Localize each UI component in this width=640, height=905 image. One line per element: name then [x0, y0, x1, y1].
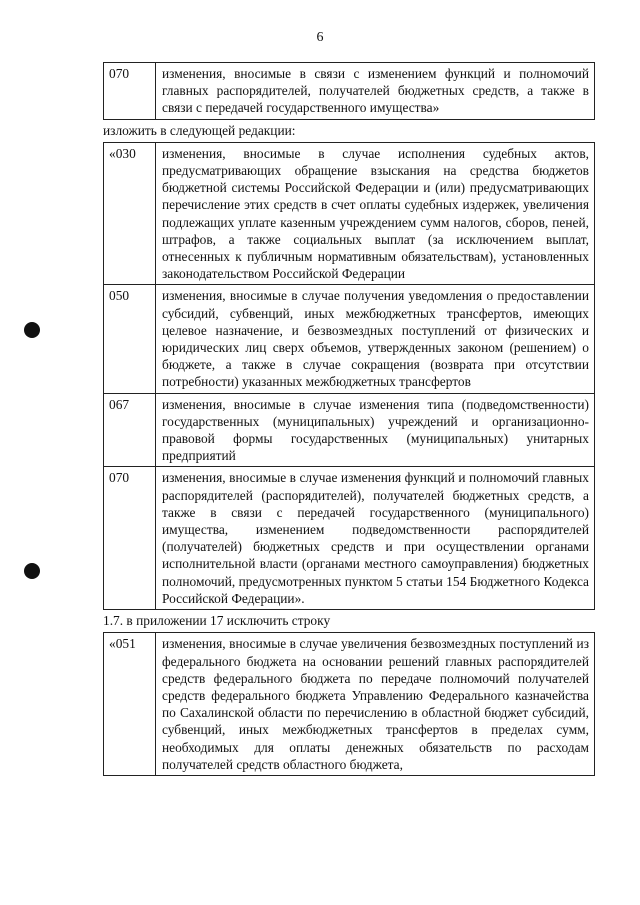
row-text: изменения, вносимые в случае получения уведомления о предоставлении субсидий, субвенций, иных межбюджетных трансфертов, имеющих целевое назначение, и безвозмездных поступлений от физических и юридических лиц сверх объемов, утвержденных законом (решением) о бюджете, а также в случае сокращения (возврата при отсутствии потребности) указанных межбюджетных трансфертов — [156, 285, 595, 393]
row-code: «051 — [104, 633, 156, 776]
punch-hole-bottom — [24, 563, 40, 579]
table-row — [104, 633, 595, 776]
page-number: 6 — [316, 30, 324, 45]
table-row — [104, 63, 595, 120]
row-text: изменения, вносимые в случае изменения типа (подведомственности) государственных (муниципальных) учреждений и организационно-правовой формы государственных (муниципальных) унитарных предприятий — [156, 393, 595, 467]
row-code: 070 — [104, 467, 156, 610]
table-row — [104, 142, 595, 285]
row-code: 067 — [104, 393, 156, 467]
row-text: изменения, вносимые в случае исполнения судебных актов, предусматривающих обращение взыскания на средства бюджетов бюджетной системы Российской Федерации и (или) предусматривающих перечисление этих средств в счет оплаты судебных издержек, увеличения подлежащих уплате казенным учреждением сумм налогов, сборов, пеней, штрафов, а также социальных выплат (за исключением выплат, отнесенных к публичным нормативным обязательствам), установленных законодательством Российской Федерации — [156, 142, 595, 285]
table-top — [103, 62, 595, 120]
paragraph-instruction: изложить в следующей редакции: — [103, 122, 296, 138]
table-bottom — [103, 632, 595, 776]
row-code: 050 — [104, 285, 156, 393]
row-code: 070 — [104, 63, 156, 120]
row-text: изменения, вносимые в случае увеличения безвозмездных поступлений из федерального бюджета на основании решений главных распорядителей средств федерального бюджета по передаче полномочий получателей средств федерального бюджета Управлению Федерального казначейства по Сахалинской области по перечислению в областной бюджет субсидий, субвенций, иных межбюджетных трансфертов в пределах сумм, необходимых для оплаты денежных обязательств по расходам получателей средств областного бюджета, — [156, 633, 595, 776]
row-text: изменения, вносимые в связи с изменением функций и полномочий главных распорядителей, получателей бюджетных средств, а также в связи с передачей государственного имущества» — [156, 63, 595, 120]
punch-hole-top — [24, 322, 40, 338]
table-main — [103, 142, 595, 610]
table-row — [104, 467, 595, 610]
row-code: «030 — [104, 142, 156, 285]
table-row — [104, 285, 595, 393]
paragraph-section: 1.7. в приложении 17 исключить строку — [103, 613, 331, 629]
document-body — [103, 62, 595, 776]
table-row — [104, 393, 595, 467]
row-text: изменения, вносимые в случае изменения функций и полномочий главных распорядителей (распорядителей), получателей бюджетных средств, а также в связи с передачей государственного (муниципального) имущества, изменением подведомственности распорядителей (получателей) бюджетных средств и при осуществлении органами исполнительной власти (органами местного самоуправления) бюджетных полномочий, предусмотренных пунктом 5 статьи 154 Бюджетного Кодекса Российской Федерации». — [156, 467, 595, 610]
